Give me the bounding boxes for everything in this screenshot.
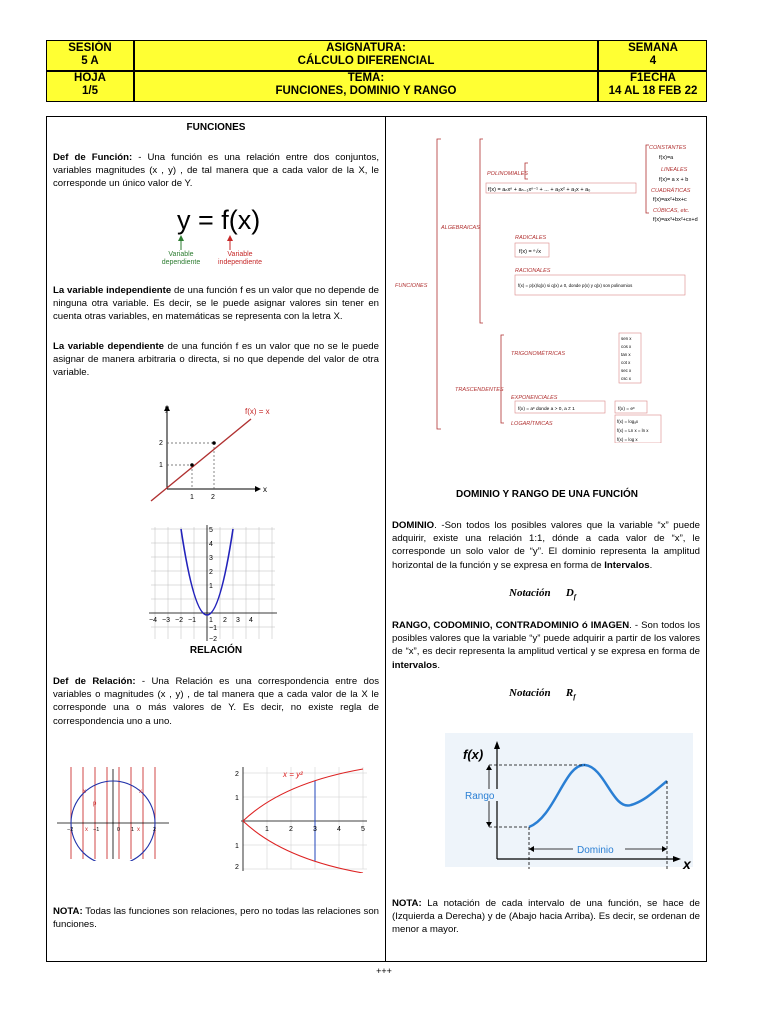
header-table (46, 40, 707, 102)
def-relation-label: Def de Relación: (53, 676, 136, 687)
sheet-value: 1/5 (82, 85, 98, 97)
svg-text:−1: −1 (188, 617, 196, 624)
topic-label: TEMA: (347, 72, 385, 84)
tree-trig-item: tan x (621, 352, 631, 357)
svg-text:−2: −2 (175, 617, 183, 624)
svg-text:−3: −3 (162, 617, 170, 624)
svg-text:1: 1 (209, 583, 213, 590)
left-note (53, 905, 379, 931)
def-relation-paragraph (53, 675, 379, 728)
domain-text: . -Son todos los posibles valores que la variable “x” puede adquirir, existe una relación 1:1, dónde a cada valor de “x”, le corresponde un solo valor de “y”. El dominio representa la amplitud horizontal de la función y se expresa en forma de (392, 520, 700, 571)
svg-text:2: 2 (235, 864, 239, 871)
session-label: SESIÓN (68, 42, 112, 54)
tree-expo: EXPONENCIALES (511, 395, 558, 401)
dep-label: La variable dependiente (53, 341, 164, 352)
svg-text:1: 1 (131, 827, 135, 833)
tree-constantes: CONSTANTES (649, 145, 687, 151)
content-box (46, 116, 707, 962)
relation-title: RELACIÓN (189, 645, 243, 656)
linear-function-graph (147, 401, 287, 511)
svg-text:2: 2 (153, 827, 157, 833)
indep-label: La variable independiente (53, 285, 172, 296)
session-cell (47, 42, 133, 68)
range-paragraph: RANGO, CODOMINIO, CONTRADOMINIO ó IMAGEN. - Son todos los posibles valores que la variable “y” puede adquirir a partir de los valores de “x”, es decir representa la amplitud vertical y se expresa en forma de intervalos. (392, 620, 700, 671)
footer-mark: +++ (376, 966, 392, 976)
svg-text:1: 1 (265, 826, 269, 833)
dep-paragraph (53, 340, 379, 380)
graph-dominio-label: Dominio (577, 845, 614, 856)
range-text: . - Son todos los posibles valores que la variable “y” puede adquirir a partir de los valores de “x”, es decir representa la amplitud vertical y se expresa en forma de (392, 620, 700, 658)
tree-trig-item: sen x (621, 336, 632, 341)
right-note (392, 897, 700, 937)
svg-text:x: x (83, 789, 86, 795)
svg-text:2: 2 (159, 440, 163, 447)
svg-text:0: 0 (117, 827, 121, 833)
graph-fx-label: f(x) (463, 747, 484, 762)
svg-text:−2: −2 (209, 636, 217, 643)
svg-text:4: 4 (249, 617, 253, 624)
range-notation-label: Notación (509, 687, 551, 699)
tree-trig-item: cot x (621, 360, 631, 365)
tree-log-item: f(x) = logₐx (617, 419, 639, 424)
svg-text:1: 1 (159, 462, 163, 469)
domain-paragraph: DOMINIO. -Son todos los posibles valores que la variable “x” puede adquirir, existe una relación 1:1, dónde a cada valor de “x”, le corresponde un solo valor de “y”. El dominio representa la amplitud horizontal de la función y se expresa en forma de Intervalos. (392, 520, 700, 571)
svg-text:−1: −1 (209, 625, 217, 632)
indep-text: de una función f es un valor que no depende de ninguna otra variable. Es decir, se le puede asignar valores sin tener en cuenta otras variables, en matemáticas se representa con la letra X. (53, 285, 379, 323)
svg-text:x: x (139, 789, 142, 795)
svg-text:p: p (93, 801, 97, 807)
tree-expo-f: f(x) = aˣ donde a > 0, a ≠ 1 (518, 407, 575, 412)
tree-log-item: f(x) = log x (617, 437, 638, 442)
sideways-parabola-graph (233, 763, 373, 873)
def-function-paragraph (53, 151, 379, 191)
right-note-label: NOTA: (392, 898, 422, 909)
functions-title: FUNCIONES (186, 122, 246, 133)
domain-symbol: D (565, 587, 574, 599)
tree-algebraicas: ALGEBRAICAS (441, 225, 480, 231)
svg-text:2: 2 (223, 617, 227, 624)
svg-text:x: x (263, 485, 267, 494)
tree-log-item: f(x) = Ln x = ln x (617, 428, 649, 433)
domain-label: DOMINIO (392, 520, 435, 531)
date-label: F1ECHA (629, 72, 676, 84)
tree-expo-e: f(x) = eˣ (618, 407, 635, 412)
svg-text:x: x (137, 827, 140, 833)
function-formula: y = f(x) (177, 205, 261, 235)
svg-text:1: 1 (235, 843, 239, 850)
tree-root: FUNCIONES (395, 283, 428, 289)
domain-range-title: DOMINIO Y RANGO DE UNA FUNCIÓN (455, 489, 639, 500)
tree-lineales: LINEALES (661, 167, 688, 173)
svg-text:2: 2 (289, 826, 293, 833)
tree-rac-f: f(x) = p(x)/q(x) si q(x) ≠ 0, donde p(x) y q(x) son polinomios (518, 283, 633, 288)
tree-trig-item: csc x (621, 376, 632, 381)
sideways-parabola-label: x = y² (283, 770, 303, 779)
indep-paragraph (53, 284, 379, 324)
linear-label: f(x) = x (245, 407, 270, 416)
parabola-graph (145, 521, 285, 643)
tree-trig-item: sec x (621, 368, 632, 373)
tree-trascendentes: TRASCENDENTES (455, 387, 504, 393)
function-classification-tree (391, 133, 705, 443)
domain-range-graph (445, 733, 695, 869)
tree-polinomiales: POLINOMIALES (487, 171, 528, 177)
week-label: SEMANA (628, 42, 678, 54)
tree-const-f: f(x)=a (659, 155, 674, 161)
graph-x-label: x (683, 856, 691, 869)
svg-text:−1: −1 (93, 827, 100, 833)
graph-rango-label: Rango (465, 791, 495, 802)
left-note-label: NOTA: (53, 906, 83, 917)
range-symbol: R (565, 687, 574, 699)
svg-text:2: 2 (209, 569, 213, 576)
tree-radicales: RADICALES (515, 235, 547, 241)
tree-cubicas: CÚBICAS, etc. (653, 208, 690, 214)
week-cell (599, 42, 707, 68)
svg-text:x: x (85, 827, 88, 833)
var-dependent-label: Variable dependiente (161, 251, 201, 266)
session-value: 5 A (81, 55, 99, 67)
tree-racionales: RACIONALES (515, 268, 551, 274)
svg-text:3: 3 (313, 826, 317, 833)
domain-notation (509, 587, 576, 601)
svg-text:y: y (165, 404, 169, 413)
svg-text:4: 4 (337, 826, 341, 833)
tree-trig: TRIGONOMÉTRICAS (511, 351, 566, 357)
svg-text:−2: −2 (67, 827, 74, 833)
tree-log: LOGARÍTMICAS (511, 421, 553, 427)
tree-cuad-f: f(x)=ax²+bx+c (653, 197, 687, 203)
range-sub: f (573, 693, 576, 702)
subject-cell (135, 42, 597, 68)
range-notation (509, 687, 576, 701)
subject-label: ASIGNATURA: (326, 42, 406, 54)
svg-text:4: 4 (209, 541, 213, 548)
svg-text:2: 2 (211, 494, 215, 501)
sheet-label: HOJA (74, 72, 106, 84)
tree-rad-f: f(x) = ⁿ√x (519, 249, 541, 255)
svg-text:5: 5 (209, 527, 213, 534)
def-function-text: - Una función es una relación entre dos conjuntos, variables magnitudes (x , y) , de tal manera que a cada valor de la X, le corresponde un único valor de Y. (53, 152, 380, 190)
range-bold-end: intervalos (392, 659, 438, 671)
sheet-cell (47, 72, 133, 98)
dep-text: de una función f es un valor que no se le puede asignar de manera arbitraria o directa, si no que depende del valor de otra variable. (53, 341, 379, 379)
svg-text:5: 5 (361, 826, 365, 833)
tree-cub-f: f(x)=ax³+bx²+cx+d (653, 217, 698, 223)
topic-value: FUNCIONES, DOMINIO Y RANGO (275, 85, 457, 97)
svg-text:3: 3 (236, 617, 240, 624)
right-note-text: La notación de cada intervalo de una función, se hace de (Izquierda a Derecha) y de (Abajo hacia Arriba). Es decir, se ordenan de menor a mayor. (392, 898, 700, 936)
tree-trig-item: cos x (621, 344, 632, 349)
tree-lin-f: f(x)= a x + b (659, 177, 689, 183)
tree-cuadraticas: CUADRÁTICAS (651, 188, 691, 194)
week-value: 4 (649, 55, 657, 67)
svg-text:1: 1 (235, 795, 239, 802)
subject-value: CÁLCULO DIFERENCIAL (297, 55, 435, 67)
domain-notation-label: Notación (509, 587, 551, 599)
svg-text:−4: −4 (149, 617, 157, 624)
domain-bold-end: Intervalos (604, 559, 650, 571)
svg-text:1: 1 (209, 617, 213, 624)
left-note-text: Todas las funciones son relaciones, pero no todas las relaciones son funciones. (53, 906, 379, 931)
var-independent-label: Variable independiente (218, 251, 262, 266)
date-cell (599, 72, 707, 98)
tree-poly-formula: f(x) = aₙxⁿ + aₙ₋₁xⁿ⁻¹ + ... + a₂x² + a₁x + a₀ (488, 187, 591, 193)
date-value: 14 AL 18 FEB 22 (608, 85, 698, 97)
def-relation-text: - Una Relación es una correspondencia entre dos variables o magnitudes (x , y) , de tal manera que a cada valor de la X le corresponde una o más valores de Y. Es decir, no existe regla de correspondencia uno a uno. (53, 676, 379, 727)
svg-text:1: 1 (190, 494, 194, 501)
domain-sub: f (573, 593, 577, 602)
def-function-label: Def de Función: (53, 152, 133, 163)
svg-text:3: 3 (209, 555, 213, 562)
circle-relation-graph (53, 765, 173, 861)
topic-cell (135, 72, 597, 98)
svg-text:2: 2 (235, 771, 239, 778)
range-label: RANGO, CODOMINIO, CONTRADOMINIO ó IMAGEN (392, 620, 630, 631)
